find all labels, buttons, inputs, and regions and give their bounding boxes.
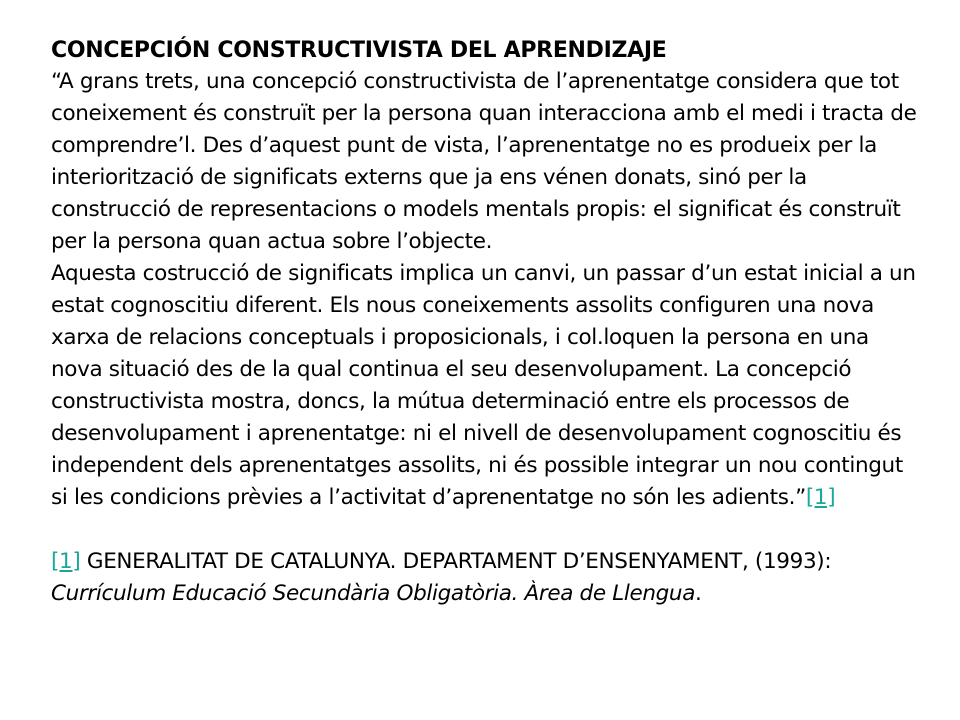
footnote-reference-link[interactable]: [1] xyxy=(805,485,836,510)
paragraph-1: “A grans trets, una concepció constructivista de l’aprenentatge considera que tot coneixement és construït per la persona quan interacciona amb el medi i tracta de comprendre’l. Des d’aquest punt de vista, l’aprenentatge no es produeix per la interiorització de significats externs que ja ens vénen donats, sinó per la construcció de representacions o models mentals propis: el significat és construït per la persona quan actua sobre l’objecte. xyxy=(51,69,917,254)
footnote-end: . xyxy=(695,581,702,606)
footnote-backlink[interactable]: [1] xyxy=(51,549,81,574)
paragraph-2 xyxy=(51,258,920,514)
footnote-title: Currículum Educació Secundària Obligatòria. Àrea de Llengua xyxy=(51,581,696,606)
footnote-text: GENERALITAT DE CATALUNYA. DEPARTAMENT D’ENSENYAMENT, (1993): xyxy=(80,549,832,574)
paragraph-2-text: Aquesta costrucció de significats implica un canvi, un passar d’un estat inicial a un estat cognoscitiu diferent. Els nous coneixements assolits configuren una nova xarxa de relacions conceptuals i proposicionals, i col.loquen la persona en una nova situació des de la qual continua el seu desenvolupament. La concepció constructivista mostra, doncs, la mútua determinació entre els processos de desenvolupament i aprenentatge: ni el nivell de desenvolupament cognoscitiu és independent dels aprenentatges assolits, ni és possible integrar un nou contingut si les condicions prèvies a l’activitat d’aprenentatge no són les adients.” xyxy=(51,261,916,510)
quote-body xyxy=(51,66,920,610)
page-title: CONCEPCIÓN CONSTRUCTIVISTA DEL APRENDIZAJE xyxy=(51,38,667,63)
footnote xyxy=(51,546,920,610)
spacer xyxy=(51,514,920,546)
